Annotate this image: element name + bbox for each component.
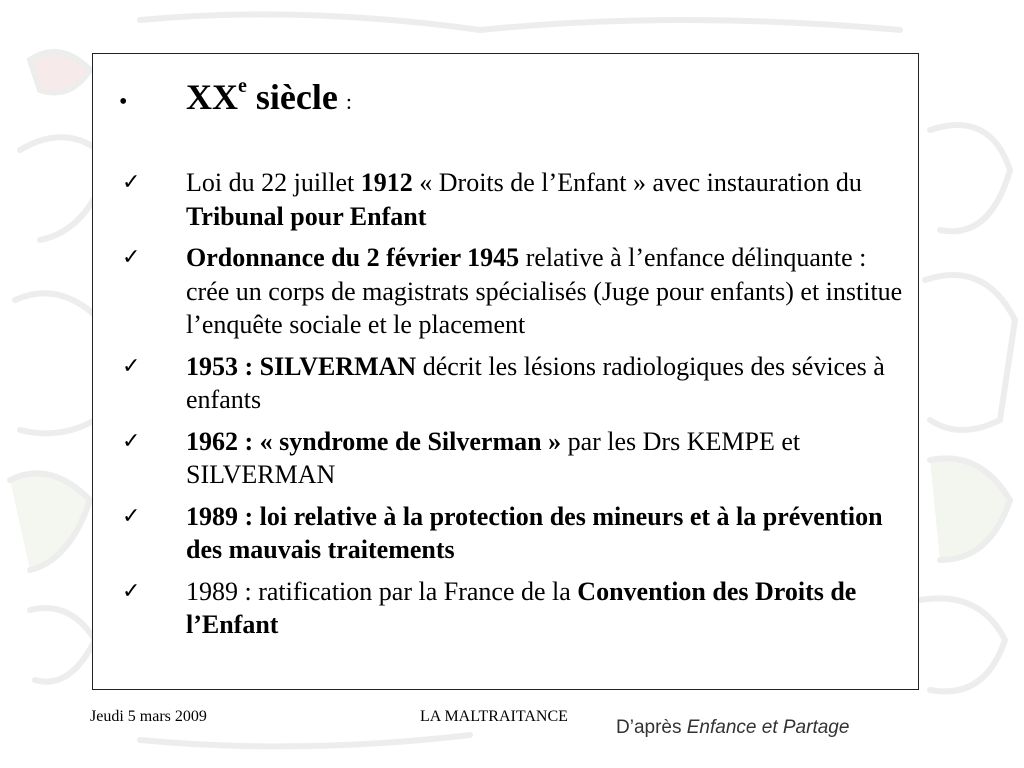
content-box <box>92 53 919 690</box>
list-item <box>119 241 914 342</box>
checkmark-icon: ✓ <box>122 503 141 529</box>
list-item <box>119 500 914 567</box>
text-segment: décrit les lésions radiologiques des sévices à enfants <box>186 351 885 414</box>
checkmark-icon: ✓ <box>122 578 141 604</box>
title-colon: : <box>345 89 352 114</box>
title-superscript: e <box>238 75 247 97</box>
title-main: XX <box>186 77 238 117</box>
text-segment: relative à l’enfance délinquante : crée un corps de magistrats spécialisés (Juge pour enfants) et institue l’enquête sociale et le placement <box>186 243 903 339</box>
list-item-text <box>186 350 914 417</box>
footer-credit-prefix: D’après <box>616 717 687 738</box>
list-item <box>119 166 914 233</box>
slide-title <box>119 76 352 118</box>
list-item-text <box>186 575 914 642</box>
list-item-text <box>186 166 914 233</box>
footer-credit <box>616 717 849 739</box>
checkmark-icon: ✓ <box>122 353 141 379</box>
text-segment: 1962 : « syndrome de Silverman » <box>186 426 562 456</box>
list-item-text <box>186 500 914 567</box>
list-item <box>119 425 914 492</box>
text-segment: 1989 : ratification par la France de la <box>186 576 578 606</box>
text-segment: Ordonnance du 2 février 1945 <box>186 243 520 272</box>
title-bullet: • <box>119 89 128 115</box>
text-segment: Convention des Droits de l’Enfant <box>186 576 857 639</box>
footer-date: Jeudi 5 mars 2009 <box>90 708 207 725</box>
text-segment: « Droits de l’Enfant » avec instauration du <box>412 168 862 197</box>
list-item <box>119 575 914 642</box>
text-segment: 1953 : SILVERMAN <box>186 351 417 381</box>
checkmark-icon: ✓ <box>122 170 141 195</box>
bullet-list <box>119 166 914 650</box>
checkmark-icon: ✓ <box>122 245 141 270</box>
text-segment: par les Drs KEMPE et SILVERMAN <box>186 426 801 489</box>
list-item <box>119 350 914 417</box>
footer-credit-source: Enfance et Partage <box>686 717 850 738</box>
title-rest: siècle <box>246 77 338 117</box>
text-segment: Tribunal pour Enfant <box>186 201 427 231</box>
text-segment: Loi du 22 juillet <box>186 168 361 197</box>
list-item-text <box>186 241 914 342</box>
footer-title: LA MALTRAITANCE <box>420 708 568 725</box>
text-segment: 1989 : loi relative à la protection des mineurs et à la prévention des mauvais traitements <box>186 501 883 564</box>
checkmark-icon: ✓ <box>122 428 141 454</box>
list-item-text <box>186 425 914 492</box>
text-segment: 1912 <box>360 168 413 197</box>
title-text <box>186 76 338 118</box>
